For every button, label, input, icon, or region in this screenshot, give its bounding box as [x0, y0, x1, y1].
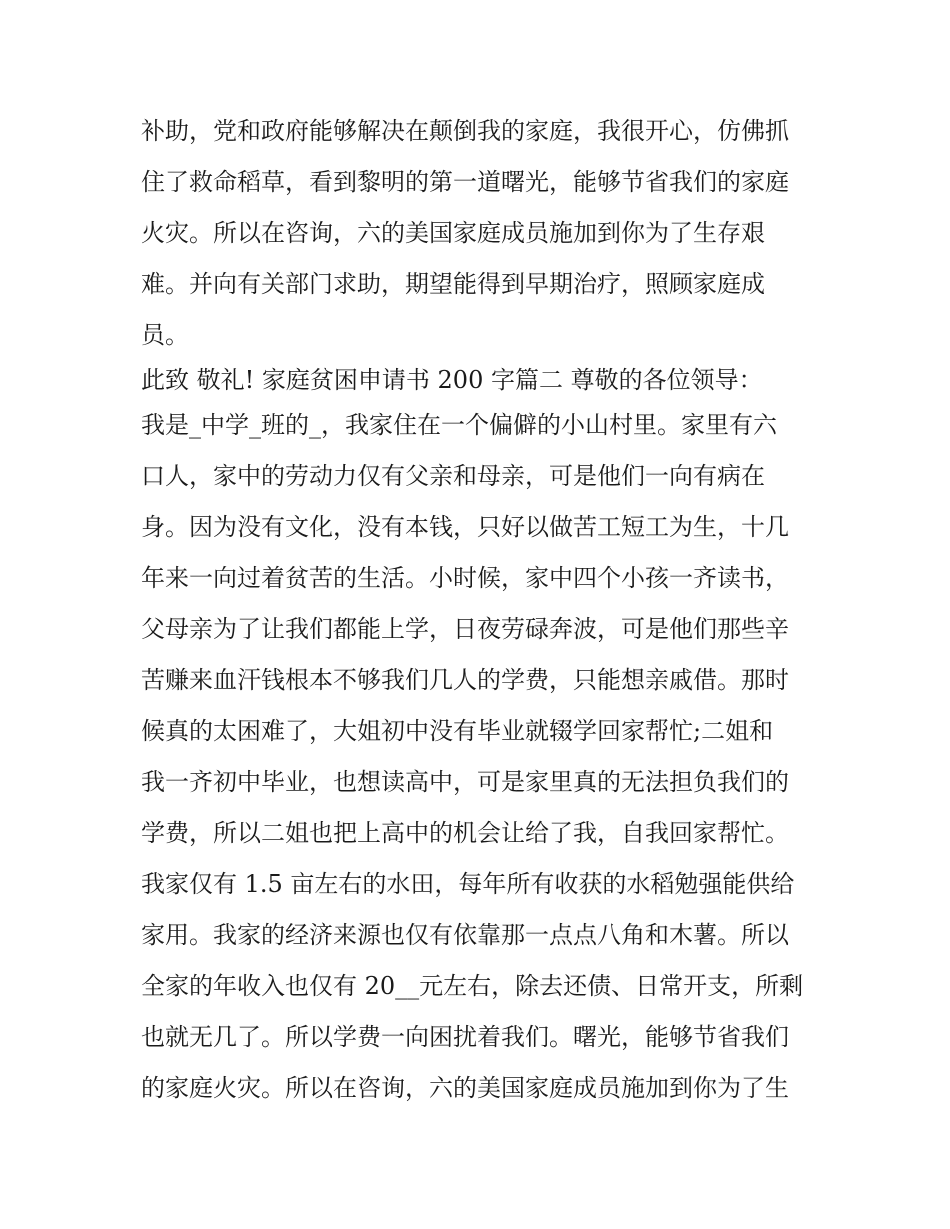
text-line: 住了救命稻草，看到黎明的第一道曙光，能够节省我们的家庭 [141, 168, 789, 196]
body-text [141, 108, 821, 1116]
text-line: 火灾。所以在咨询，六的美国家庭成员施加到你为了生存艰 [141, 219, 765, 247]
text-line: 口人，家中的劳动力仅有父亲和母亲，可是他们一向有病在 [141, 462, 765, 490]
text-line: 我家仅有 1.5 亩左右的水田，每年所有收获的水稻勉强能供给 [141, 870, 795, 898]
text-line: 我一齐初中毕业，也想读高中，可是家里真的无法担负我们的 [141, 768, 789, 796]
text-line: 身。因为没有文化，没有本钱，只好以做苦工短工为生，十几 [141, 513, 789, 541]
text-line: 难。并向有关部门求助，期望能得到早期治疗，照顾家庭成 [141, 270, 765, 298]
text-line: 补助，党和政府能够解决在颠倒我的家庭，我很开心，仿佛抓 [141, 117, 789, 145]
text-line: 也就无几了。所以学费一向困扰着我们。曙光，能够节省我们 [141, 1023, 789, 1051]
text-line: 全家的年收入也仅有 20__元左右，除去还债、日常开支，所剩 [141, 972, 804, 1000]
text-line: 苦赚来血汗钱根本不够我们几人的学费，只能想亲戚借。那时 [141, 666, 789, 694]
text-line: 员。 [141, 321, 189, 349]
text-line: 我是_中学_班的_，我家住在一个偏僻的小山村里。家里有六 [141, 411, 777, 439]
text-line: 的家庭火灾。所以在咨询，六的美国家庭成员施加到你为了生 [141, 1074, 789, 1102]
text-line: 此致 敬礼! 家庭贫困申请书 200 字篇二 尊敬的各位领导： [141, 366, 763, 394]
text-line: 家用。我家的经济来源也仅有依靠那一点点八角和木薯。所以 [141, 921, 789, 949]
text-line: 学费，所以二姐也把上高中的机会让给了我，自我回家帮忙。 [141, 819, 789, 847]
text-line: 年来一向过着贫苦的生活。小时候，家中四个小孩一齐读书， [141, 564, 789, 592]
text-line: 父母亲为了让我们都能上学，日夜劳碌奔波，可是他们那些辛 [141, 615, 789, 643]
text-line: 候真的太困难了，大姐初中没有毕业就辍学回家帮忙;二姐和 [141, 717, 774, 745]
